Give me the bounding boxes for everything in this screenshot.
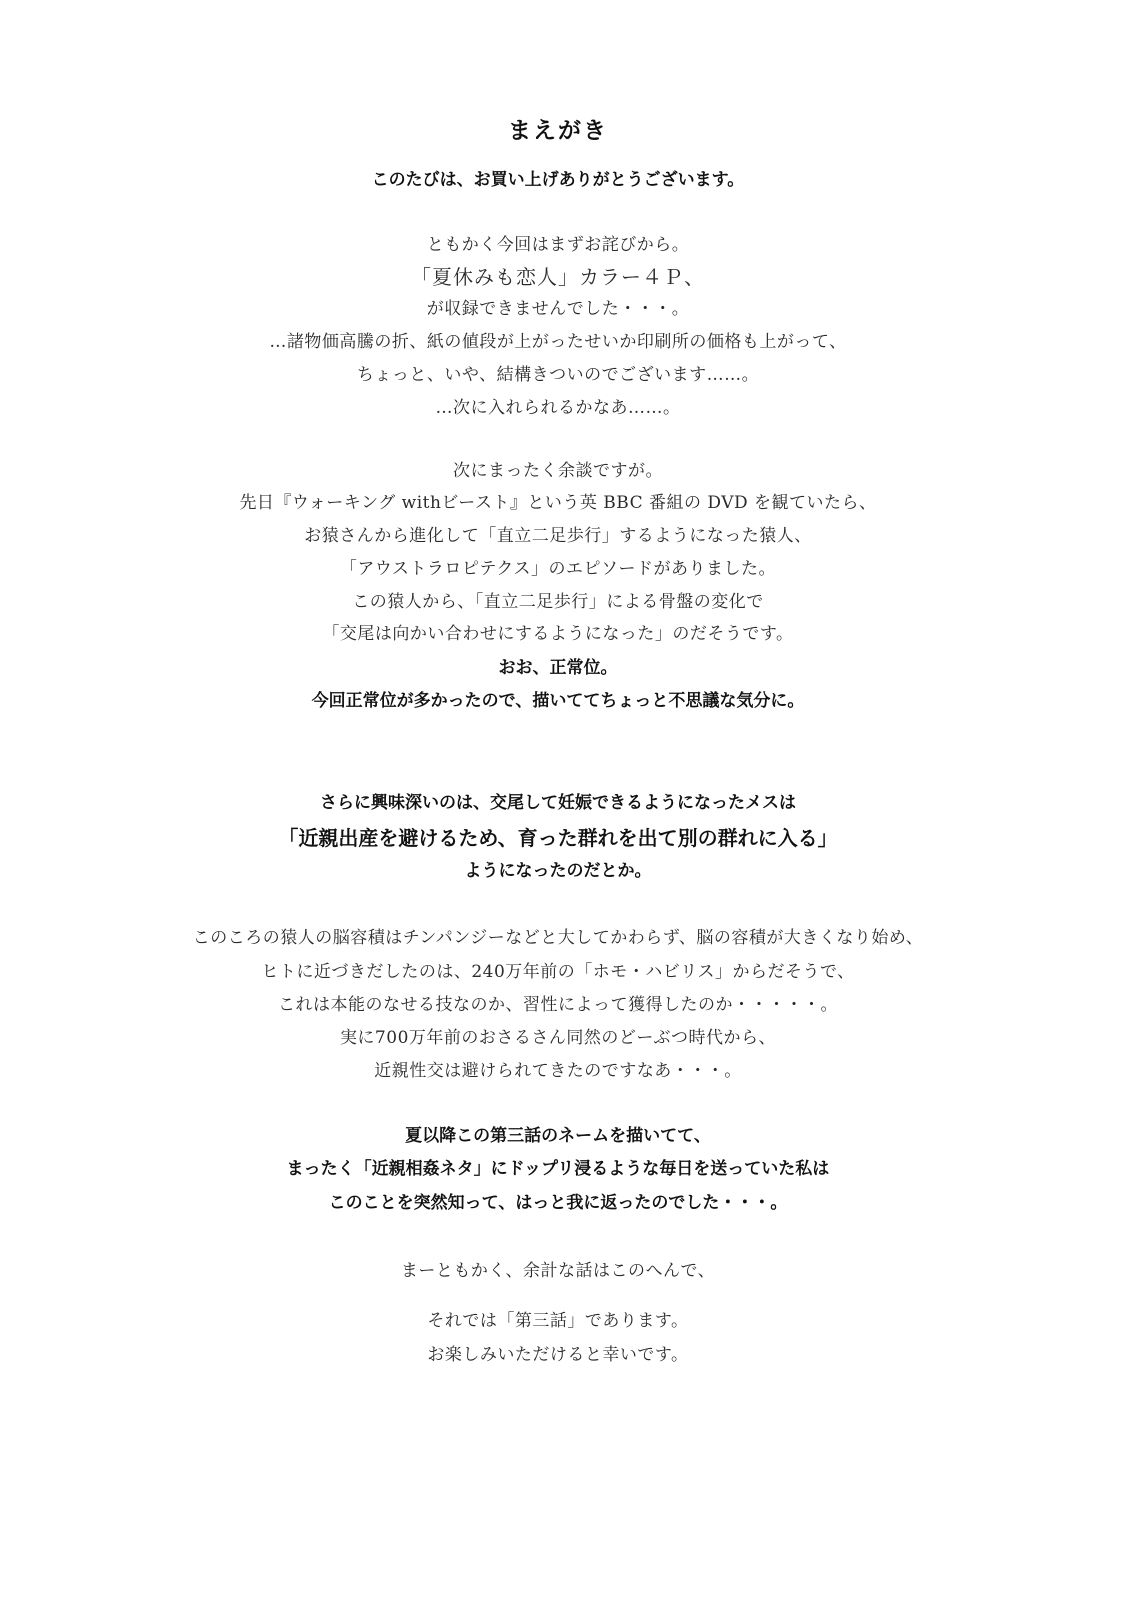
greeting-line: このたびは、お買い上げありがとうございます。 bbox=[371, 170, 745, 190]
aside-line: 次にまったく余談ですが。 bbox=[453, 461, 663, 481]
aside-line: 「アウストラロピテクス」のエピソードがありました。 bbox=[339, 559, 777, 579]
confession-line: まったく「近親相姦ネタ」にドップリ浸るような毎日を送っていた私は bbox=[286, 1159, 830, 1179]
apology-line: が収録できませんでした・・・。 bbox=[426, 299, 690, 319]
aside-bold-line: おお、正常位。 bbox=[498, 658, 618, 678]
apology-line: 「夏休みも恋人」カラー４Ｐ、 bbox=[411, 265, 705, 289]
interest-line: ようになったのだとか。 bbox=[464, 861, 652, 881]
aside-bold-line: 今回正常位が多かったので、描いててちょっと不思議な気分に。 bbox=[311, 691, 805, 711]
apology-line: ちょっと、いや、結構きついのでございます……。 bbox=[356, 365, 760, 385]
brain-line: これは本能のなせる技なのか、習性によって獲得したのか・・・・・。 bbox=[278, 995, 838, 1015]
brain-line: 近親性交は避けられてきたのですなあ・・・。 bbox=[374, 1061, 742, 1081]
page-title: まえがき bbox=[508, 118, 608, 144]
interest-line: 「近親出産を避けるため、育った群れを出て別の群れに入る」 bbox=[278, 826, 838, 850]
brain-line: 実に700万年前のおさるさん同然のどーぶつ時代から、 bbox=[339, 1028, 777, 1048]
apology-line: …諸物価高騰の折、紙の値段が上がったせいか印刷所の価格も上がって、 bbox=[269, 332, 847, 352]
confession-line: このことを突然知って、はっと我に返ったのでした・・・。 bbox=[328, 1193, 788, 1213]
brain-line: このころの猿人の脳容積はチンパンジーなどと大してかわらず、脳の容積が大きくなり始め、 bbox=[192, 928, 924, 948]
aside-line: お猿さんから進化して「直立二足歩行」するようになった猿人、 bbox=[304, 526, 812, 546]
closing-line: それでは「第三話」であります。 bbox=[427, 1311, 689, 1331]
aside-line: 先日『ウォーキング withビースト』という英 BBC 番組の DVD を観ていたら、 bbox=[239, 493, 877, 513]
apology-line: …次に入れられるかなあ……。 bbox=[435, 398, 681, 418]
aside-line: この猿人から、「直立二足歩行」による骨盤の変化で bbox=[352, 592, 764, 612]
closing-line: まーともかく、余計な話はこのへんで、 bbox=[400, 1261, 716, 1281]
closing-line: お楽しみいただけると幸いです。 bbox=[427, 1345, 689, 1365]
interest-line: さらに興味深いのは、交尾して妊娠できるようになったメスは bbox=[320, 793, 796, 813]
aside-line: 「交尾は向かい合わせにするようになった」のだそうです。 bbox=[322, 624, 794, 644]
apology-line: ともかく今回はまずお詫びから。 bbox=[426, 235, 690, 255]
brain-line: ヒトに近づきだしたのは、240万年前の「ホモ・ハビリス」からだそうで、 bbox=[261, 962, 855, 982]
confession-line: 夏以降この第三話のネームを描いてて、 bbox=[405, 1126, 711, 1146]
